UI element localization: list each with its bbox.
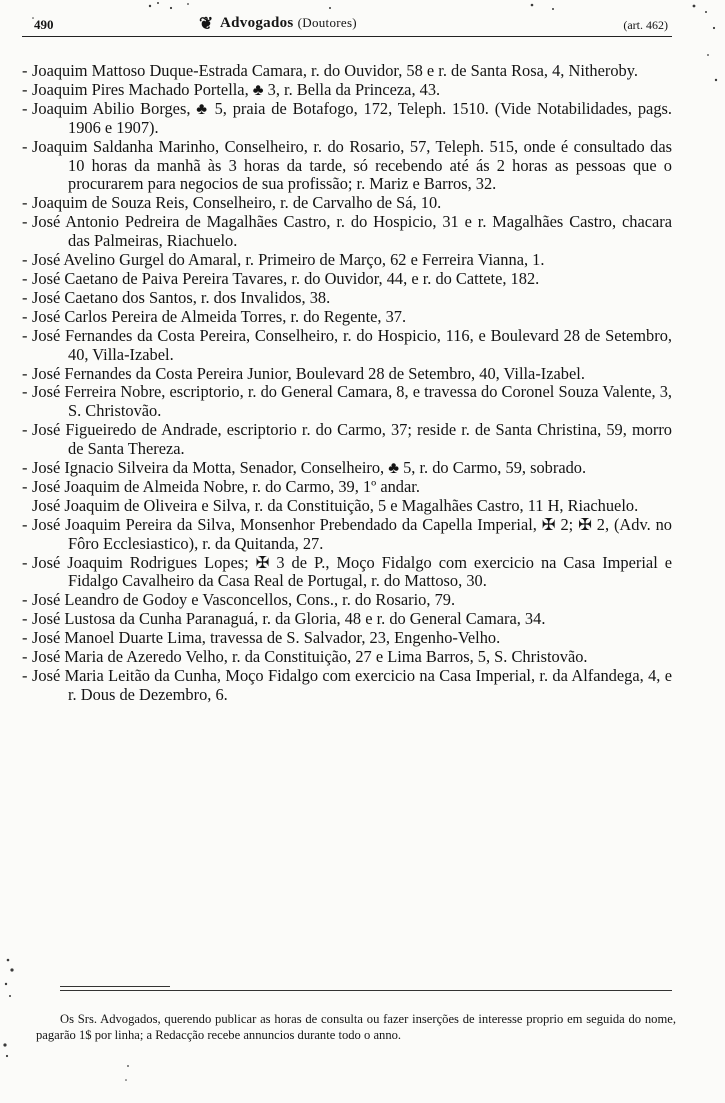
entry-text: José Figueiredo de Andrade, escriptorio r. do Carmo, 37; reside r. de Santa Christina, 59, morro de Santa Thereza. xyxy=(32,420,672,459)
entry-text: José Lustosa da Cunha Paranaguá, r. da Gloria, 48 e r. do General Camara, 34. xyxy=(32,609,546,629)
page-number: 490 xyxy=(34,17,54,32)
section-subtitle: (Doutores) xyxy=(297,15,357,30)
list-item: - José Leandro de Godoy e Vasconcellos, Cons., r. do Rosario, 79. xyxy=(22,590,456,610)
article-reference: (art. 462) xyxy=(623,18,668,32)
entry-text: José Fernandes da Costa Pereira Junior, Boulevard 28 de Setembro, 40, Villa-Izabel. xyxy=(32,363,585,383)
list-item: - José Joaquim Rodrigues Lopes; ✠ 3 de P., Moço Fidalgo com exercicio na Casa Imperial e Fidalgo Cavalheiro da Casa Real de Portugal, r. do Mattoso, 30. xyxy=(22,552,672,591)
ornament-icon: ❦ xyxy=(199,14,214,33)
lawyer-list xyxy=(22,62,672,705)
entry-text: Joaquim de Souza Reis, Conselheiro, r. de Carvalho de Sá, 10. xyxy=(32,193,442,213)
list-item: - José Avelino Gurgel do Amaral, r. Primeiro de Março, 62 e Ferreira Vianna, 1. xyxy=(22,250,545,270)
list-item: - José Caetano de Paiva Pereira Tavares, r. do Ouvidor, 44, e r. do Cattete, 182. xyxy=(22,268,540,288)
list-item: - José Joaquim Pereira da Silva, Monsenhor Prebendado da Capella Imperial, ✠ 2; ✠ 2, (Adv. no Fôro Ecclesiastico), r. da Quitanda, 27. xyxy=(22,514,672,553)
list-item: - José Fernandes da Costa Pereira Junior, Boulevard 28 de Setembro, 40, Villa-Izabel. xyxy=(22,363,585,383)
list-item: - José Antonio Pedreira de Magalhães Castro, r. do Hospicio, 31 e r. Magalhães Castro, chacara das Palmeiras, Riachuelo. xyxy=(22,212,672,251)
entry-text: Joaquim Mattoso Duque-Estrada Camara, r. do Ouvidor, 58 e r. de Santa Rosa, 4, Nitheroby. xyxy=(32,61,638,80)
list-item: - José Joaquim de Almeida Nobre, r. do Carmo, 39, 1º andar. xyxy=(22,476,420,496)
list-item: - José Fernandes da Costa Pereira, Conselheiro, r. do Hospicio, 116, e Boulevard 28 de Setembro, 40, Villa-Izabel. xyxy=(22,325,672,364)
footnote-divider xyxy=(60,990,672,991)
list-item: - José Caetano dos Santos, r. dos Invalidos, 38. xyxy=(22,287,331,307)
page-header xyxy=(22,12,672,37)
directory-page xyxy=(22,12,676,1042)
list-item: - Joaquim de Souza Reis, Conselheiro, r. de Carvalho de Sá, 10. xyxy=(22,193,442,213)
entry-text: José Joaquim Pereira da Silva, Monsenhor Prebendado da Capella Imperial, ✠ 2; ✠ 2, (Adv. no Fôro Ecclesiastico), r. da Quitanda, 27. xyxy=(32,514,672,553)
entry-text: José Ignacio Silveira da Motta, Senador, Conselheiro, ♣ 5, r. do Carmo, 59, sobrado. xyxy=(32,458,587,478)
list-item: - Joaquim Saldanha Marinho, Conselheiro, r. do Rosario, 57, Teleph. 515, onde é consultado das 10 horas da manhã às 3 horas da tarde, só recebendo até ás 2 horas as pessoas que o procurarem para negocios de sua profissão; r. Mariz e Barros, 32. xyxy=(22,136,672,194)
entry-text: José Leandro de Godoy e Vasconcellos, Cons., r. do Rosario, 79. xyxy=(32,590,456,610)
section-title-text: Advogados xyxy=(220,15,294,31)
entry-text: José Joaquim Rodrigues Lopes; ✠ 3 de P., Moço Fidalgo com exercicio na Casa Imperial e Fidalgo Cavalheiro da Casa Real de Portugal, r. do Mattoso, 30. xyxy=(32,552,672,591)
list-item: - José Ferreira Nobre, escriptorio, r. do General Camara, 8, e travessa do Coronel Souza Valente, 3, S. Christovão. xyxy=(22,382,672,421)
list-item: - Joaquim Pires Machado Portella, ♣ 3, r. Bella da Princeza, 43. xyxy=(22,79,441,99)
list-item: - Joaquim Abilio Borges, ♣ 5, praia de Botafogo, 172, Teleph. 1510. (Vide Notabilidades, pags. 1906 e 1907). xyxy=(22,98,672,137)
entry-text: José Fernandes da Costa Pereira, Conselheiro, r. do Hospicio, 116, e Boulevard 28 de Setembro, 40, Villa-Izabel. xyxy=(32,325,672,364)
list-item: - José Lustosa da Cunha Paranaguá, r. da Gloria, 48 e r. do General Camara, 34. xyxy=(22,609,546,629)
list-item xyxy=(22,497,672,516)
list-item: - Joaquim Mattoso Duque-Estrada Camara, r. do Ouvidor, 58 e r. de Santa Rosa, 4, Nitheroby. xyxy=(22,61,638,80)
entry-text: José Caetano de Paiva Pereira Tavares, r. do Ouvidor, 44, e r. do Cattete, 182. xyxy=(32,268,540,288)
list-item: - José Maria Leitão da Cunha, Moço Fidalgo com exercicio na Casa Imperial, r. da Alfandega, 4, e r. Dous de Dezembro, 6. xyxy=(22,666,672,704)
list-item: - José Maria de Azeredo Velho, r. da Constituição, 27 e Lima Barros, 5, S. Christovão. xyxy=(22,647,588,667)
entry-text: Joaquim Saldanha Marinho, Conselheiro, r. do Rosario, 57, Teleph. 515, onde é consultado das 10 horas da manhã às 3 horas da tarde, só recebendo até ás 2 horas as pessoas que o procurarem para negocios de sua profissão; r. Mariz e Barros, 32. xyxy=(32,136,672,194)
list-item: - José Figueiredo de Andrade, escriptorio r. do Carmo, 37; reside r. de Santa Christina, 59, morro de Santa Thereza. xyxy=(22,420,672,459)
entry-text: José Maria Leitão da Cunha, Moço Fidalgo com exercicio na Casa Imperial, r. da Alfandega, 4, e r. Dous de Dezembro, 6. xyxy=(32,666,672,704)
entry-text: Joaquim Abilio Borges, ♣ 5, praia de Botafogo, 172, Teleph. 1510. (Vide Notabilidades, pags. 1906 e 1907). xyxy=(32,98,672,137)
footnote-divider-short xyxy=(60,986,170,987)
entry-text: José Carlos Pereira de Almeida Torres, r. do Regente, 37. xyxy=(32,306,407,326)
footnote: Os Srs. Advogados, querendo publicar as horas de consulta ou fazer inserções de interesse proprio em seguida do nome, pagarão 1$ por linha; a Redacção recebe annuncios durante todo o anno. xyxy=(36,1011,676,1042)
entry-text: José Antonio Pedreira de Magalhães Castro, r. do Hospicio, 31 e r. Magalhães Castro, chacara das Palmeiras, Riachuelo. xyxy=(32,212,672,251)
entry-text: José Maria de Azeredo Velho, r. da Constituição, 27 e Lima Barros, 5, S. Christovão. xyxy=(32,647,588,667)
entry-text: José Avelino Gurgel do Amaral, r. Primeiro de Março, 62 e Ferreira Vianna, 1. xyxy=(32,250,545,270)
list-item: - José Ignacio Silveira da Motta, Senador, Conselheiro, ♣ 5, r. do Carmo, 59, sobrado. xyxy=(22,458,587,478)
section-title xyxy=(220,15,357,32)
entry-text: José Caetano dos Santos, r. dos Invalidos, 38. xyxy=(32,287,331,307)
entry-text: Joaquim Pires Machado Portella, ♣ 3, r. Bella da Princeza, 43. xyxy=(32,79,441,99)
entry-text: José Joaquim de Oliveira e Silva, r. da Constituição, 5 e Magalhães Castro, 11 H, Riachuelo. xyxy=(32,495,639,515)
list-item: - José Manoel Duarte Lima, travessa de S. Salvador, 23, Engenho-Velho. xyxy=(22,628,501,648)
entry-text: José Joaquim de Almeida Nobre, r. do Carmo, 39, 1º andar. xyxy=(32,476,420,496)
list-item: - José Carlos Pereira de Almeida Torres, r. do Regente, 37. xyxy=(22,306,407,326)
entry-text: José Manoel Duarte Lima, travessa de S. Salvador, 23, Engenho-Velho. xyxy=(32,628,501,648)
entry-text: José Ferreira Nobre, escriptorio, r. do General Camara, 8, e travessa do Coronel Souza Valente, 3, S. Christovão. xyxy=(32,382,672,421)
